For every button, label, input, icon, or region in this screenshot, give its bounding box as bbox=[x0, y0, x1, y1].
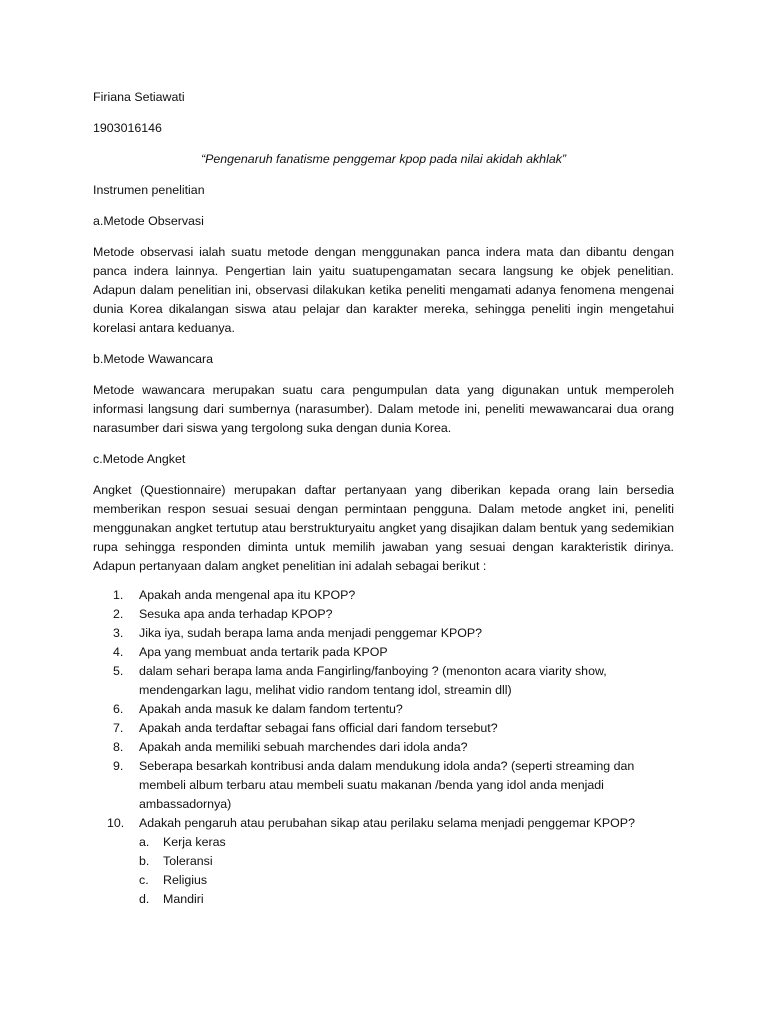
observation-heading: a.Metode Observasi bbox=[93, 214, 204, 228]
option-text: Kerja keras bbox=[163, 835, 226, 849]
question-text: Apakah anda masuk ke dalam fandom tertentu? bbox=[139, 702, 403, 716]
question-number: 2. bbox=[113, 607, 124, 621]
question-item bbox=[93, 586, 674, 605]
question-number: 8. bbox=[113, 740, 124, 754]
option-item bbox=[139, 833, 674, 852]
option-letter: c. bbox=[139, 873, 149, 887]
author-name: Firiana Setiawati bbox=[93, 90, 185, 104]
question-text: Adakah pengaruh atau perubahan sikap atau perilaku selama menjadi penggemar KPOP? bbox=[139, 816, 635, 830]
question-number: 5. bbox=[113, 664, 124, 678]
option-text: Religius bbox=[163, 873, 208, 887]
question-item bbox=[93, 757, 674, 814]
question-item bbox=[93, 738, 674, 757]
question-text: dalam sehari berapa lama anda Fangirling/fanboying ? (menonton acara viarity show, mendengarkan lagu, melihat vidio random tentang idol, streamin dll) bbox=[139, 664, 607, 697]
question-item bbox=[93, 814, 674, 909]
question-list bbox=[93, 586, 674, 909]
question-text: Sesuka apa anda terhadap KPOP? bbox=[139, 607, 333, 621]
question-text: Jika iya, sudah berapa lama anda menjadi penggemar KPOP? bbox=[139, 626, 483, 640]
question-number: 3. bbox=[113, 626, 124, 640]
question-item bbox=[93, 662, 674, 700]
question-text: Apakah anda mengenal apa itu KPOP? bbox=[139, 588, 356, 602]
interview-body: Metode wawancara merupakan suatu cara pengumpulan data yang digunakan untuk memperoleh informasi langsung dari sumbernya (narasumber). Dalam metode ini, peneliti mewawancarai dua orang narasumber dari siswa yang tergolong suka dengan dunia Korea. bbox=[93, 383, 674, 435]
question-item bbox=[93, 643, 674, 662]
section-heading: Instrumen penelitian bbox=[93, 183, 205, 197]
question-item bbox=[93, 700, 674, 719]
option-letter: d. bbox=[139, 892, 150, 906]
question-item bbox=[93, 719, 674, 738]
option-item bbox=[139, 871, 674, 890]
question-number: 4. bbox=[113, 645, 124, 659]
student-id: 1903016146 bbox=[93, 121, 162, 135]
option-text: Toleransi bbox=[163, 854, 213, 868]
question-text: Seberapa besarkah kontribusi anda dalam mendukung idola anda? (seperti streaming dan membeli album terbaru atau membeli suatu makanan /benda yang idol anda menjadi ambassadornya) bbox=[139, 759, 635, 811]
questionnaire-heading: c.Metode Angket bbox=[93, 452, 186, 466]
question-number: 9. bbox=[113, 759, 124, 773]
questionnaire-body: Angket (Questionnaire) merupakan daftar pertanyaan yang diberikan kepada orang lain bersedia memberikan respon sesuai sesuai dengan permintaan pengguna. Dalam metode angket ini, peneliti menggunakan angket tertutup atau berstrukturyaitu angket yang disajikan dalam bentuk yang sedemikian rupa sehingga responden diminta untuk memilih jawaban yang sesuai dengan karakteristik dirinya. Adapun pertanyaan dalam angket penelitian ini adalah sebagai berikut : bbox=[93, 483, 674, 573]
question-text: Apakah anda terdaftar sebagai fans official dari fandom tersebut? bbox=[139, 721, 498, 735]
option-letter: b. bbox=[139, 854, 150, 868]
document-title: “Pengenaruh fanatisme penggemar kpop pada nilai akidah akhlak” bbox=[200, 152, 567, 166]
observation-body: Metode observasi ialah suatu metode dengan menggunakan panca indera mata dan dibantu dengan panca indera lainnya. Pengertian lain yaitu suatupengamatan secara langsung ke objek penelitian. Adapun dalam penelitian ini, observasi dilakukan ketika peneliti mengamati adanya fenomena mengenai dunia Korea dikalangan siswa atau pelajar dan karakter mereka, sehingga peneliti ingin mengetahui korelasi antara keduanya. bbox=[93, 245, 674, 335]
option-item bbox=[139, 852, 674, 871]
interview-heading: b.Metode Wawancara bbox=[93, 352, 214, 366]
option-text: Mandiri bbox=[163, 892, 204, 906]
document-page bbox=[93, 88, 674, 909]
option-letter: a. bbox=[139, 835, 150, 849]
question-item bbox=[93, 605, 674, 624]
question-number: 7. bbox=[113, 721, 124, 735]
question-text: Apakah anda memiliki sebuah marchendes dari idola anda? bbox=[139, 740, 468, 754]
question-number: 6. bbox=[113, 702, 124, 716]
option-list bbox=[139, 833, 674, 909]
question-text: Apa yang membuat anda tertarik pada KPOP bbox=[139, 645, 388, 659]
question-number: 1. bbox=[113, 588, 124, 602]
question-number: 10. bbox=[107, 816, 125, 830]
question-item bbox=[93, 624, 674, 643]
option-item bbox=[139, 890, 674, 909]
